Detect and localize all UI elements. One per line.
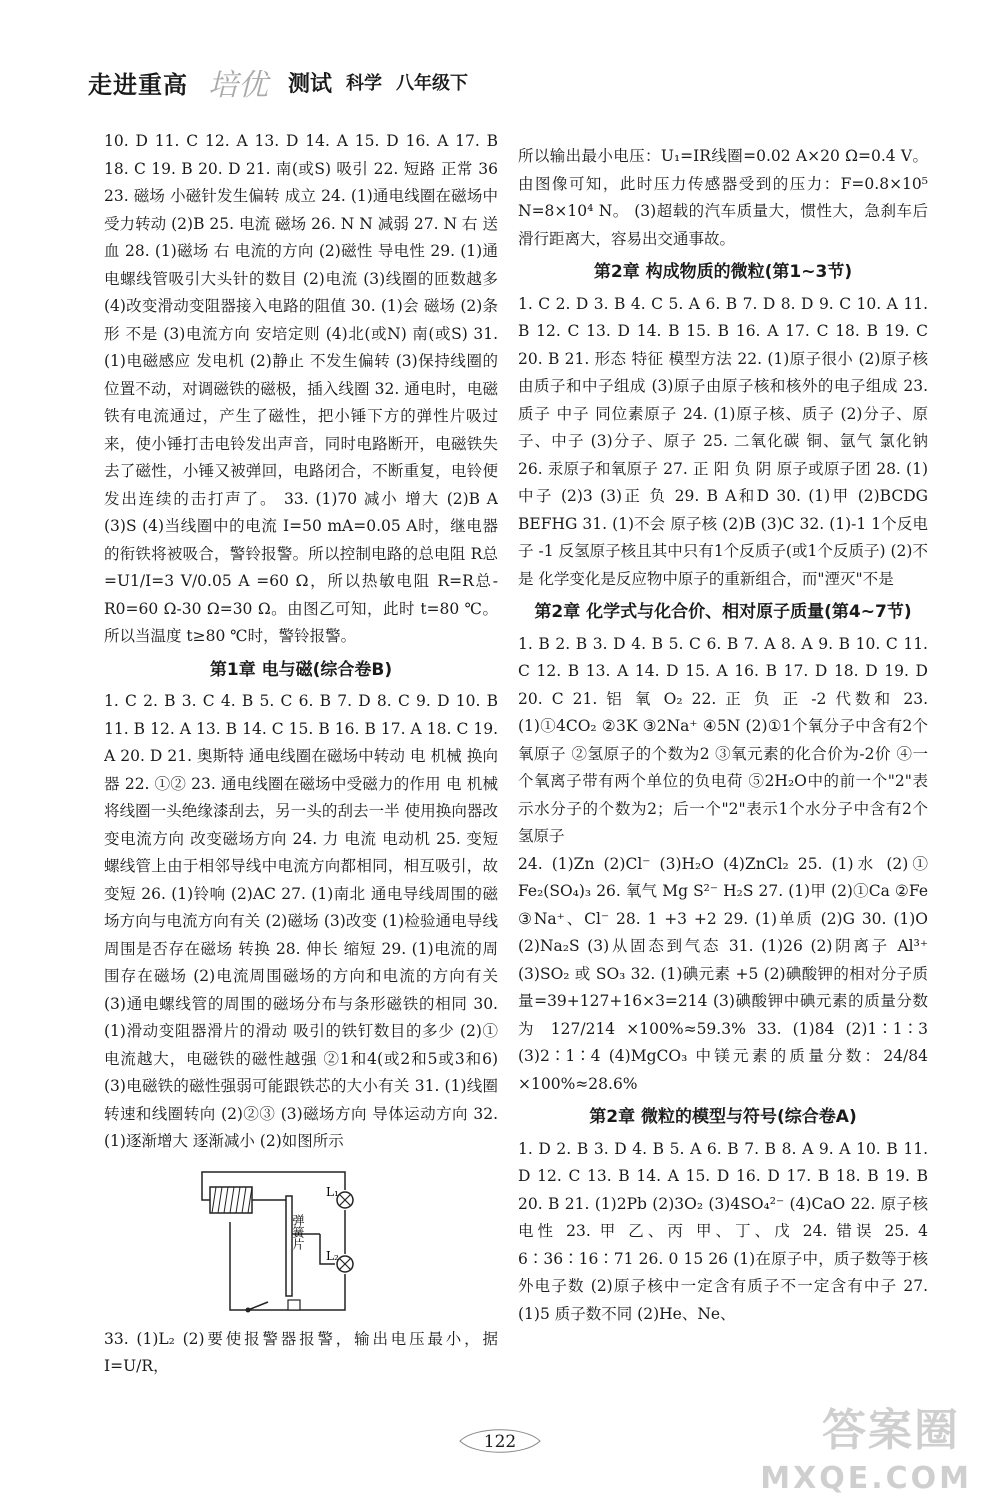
section-title-ch1-b: 第1章 电与磁(综合卷B) bbox=[209, 659, 393, 680]
brand-calligraphy: 培优 bbox=[208, 68, 268, 103]
battery bbox=[288, 1300, 300, 1310]
section-title-ch2-1-3: 第2章 构成物质的微粒(第1~3节) bbox=[593, 262, 853, 282]
section-title-ch2-4-7: 第2章 化学式与化合价、相对原子质量(第4~7节) bbox=[534, 602, 912, 622]
wire-top bbox=[202, 1172, 345, 1200]
answers-ch1-b-q33: 33. (1)L₂ (2)要使报警器报警，输出电压最小，据 I=U/R， bbox=[104, 1329, 498, 1375]
watermark-logo-text: 答案圈 bbox=[822, 1405, 960, 1456]
answers-chapter1-a-continued: 10. D 11. C 12. A 13. D 14. A 15. D 16. A 17. B 18. C 19. B 20. D 21. 南(或S) 吸引 22. 短路 正常 36 23. 磁场 小磁针发生偏转 成立 24. (1)通电线圈在磁场中受力转动 (2)B 25. 电流 磁场 26. N N 减弱 27. N 右 送血 28. (1)磁场 右 电流的方向 (2)磁性 导电性 29. (1)通电螺线管吸引大头针的数目 (2)电流 (3)线圈的匝数越多 (4)改变滑动变阻器接入电路的阻值 30. (1)会 磁场 (2)条形 不是 (3)电流方向 安培定则 (4)北(或N) 南(或S) 31. (1)电磁感应 发电机 (2)静止 不发生偏转 (3)保持线圈的位置不动，对调磁铁的磁极，插入线圈 32. 通电时，电磁铁有电流通过，产生了磁性，把小锤下方的弹性片吸过来，使小锤打击电铃发出声音，同时电路断开，电磁铁失去了磁性，小锤又被弹回，电路闭合，不断重复，电铃便发出连续的击打声了。 33. (1)70 减小 增大 (2)B A (3)S (4)当线圈中的电流 I=50 mA=0.05 A时，继电器的衔铁将被吸合，警铃报警。所以控制电路的总电阻 R总=U1/I=3 V/0.05 A =60 Ω，所以热敏电阻 R=R总-R0=60 Ω-30 Ω=30 Ω。由图乙可知，此时 t=80 ℃。所以当温度 t≥80 ℃时，警铃报警。 bbox=[104, 132, 498, 645]
section-title-ch2-a: 第2章 微粒的模型与符号(综合卷A) bbox=[589, 1107, 857, 1127]
answers-ch1-b-q33-continued: 所以输出最小电压：U₁=IR线圈=0.02 A×20 Ω=0.4 V。由图像可知，此时压力传感器受到的压力：F=0.8×10⁵ N=8×10⁴ N。 (3)超载的汽车质量大，惯性大，急刹车后滑行距离大，容易出交通事故。 bbox=[518, 147, 928, 248]
header-subject: 科学 bbox=[346, 73, 383, 94]
page-number: 122 bbox=[483, 1432, 517, 1452]
brand-title: 走进重高 bbox=[88, 70, 188, 99]
label-l1: L₁ bbox=[326, 1184, 339, 1199]
label-l2: L₂ bbox=[326, 1248, 339, 1263]
answers-ch2-4-7-b: 24. (1)Zn (2)Cl⁻ (3)H₂O (4)ZnCl₂ 25. (1)水 (2)① Fe₂(SO₄)₃ 26. 氧气 Mg S²⁻ H₂S 27. (1)甲 (2)①Ca ②Fe ③Na⁺、Cl⁻ 28. 1 +3 +2 29. (1)单质 (2)G 30. (1)O (2)Na₂S (3)从固态到气态 31. (1)26 (2)阴离子 Al³⁺ (3)SO₂ 或 SO₃ 32. (1)碘元素 +5 (2)碘酸钾的相对分子质量=39+127+16×3=214 (3)碘酸钾中碘元素的质量分数为 127/214 ×100%≈59.3% 33. (1)84 (2)1∶1∶3 (3)2∶1∶4 (4)MgCO₃ 中镁元素的质量分数：24/84 ×100%≈28.6% bbox=[518, 854, 928, 1093]
page-header bbox=[88, 62, 468, 102]
switch-lever bbox=[248, 1302, 268, 1310]
left-column bbox=[104, 128, 498, 1381]
header-test-label: 测试 bbox=[288, 71, 333, 97]
header-grade: 八年级下 bbox=[396, 73, 469, 94]
answers-ch2-a: 1. D 2. B 3. D 4. B 5. A 6. B 7. B 8. A 9. A 10. B 11. D 12. C 13. B 14. A 15. D 16. D 17. B 18. B 19. B 20. B 21. (1)2Pb (2)3O₂ (3)4SO₄²⁻ (4)CaO 22. 原子核 电性 23. 甲 乙、丙 甲、丁、戊 24. 错误 25. 4 6∶36∶16∶71 26. 0 15 26 (1)在原子中，质子数等于核外电子数 (2)原子核中一定含有质子不一定含有中子 27. (1)5 质子数不同 (2)He、Ne、 bbox=[518, 1139, 928, 1323]
answers-ch2-4-7-a: 1. B 2. B 3. D 4. B 5. C 6. B 7. A 8. A 9. B 10. C 11. C 12. B 13. A 14. D 15. A 16. B 17. D 18. D 19. D 20. C 21. 铝 氧 O₂ 22. 正 负 正 -2 代数和 23. (1)①4CO₂ ②3K ③2Na⁺ ④5N (2)①1个氧分子中含有2个氧原子 ②氢原子的个数为2 ③氧元素的化合价为-2价 ④一个氧离子带有两个单位的负电荷 ⑤2H₂O中的前一个"2"表示水分子的个数为2；后一个"2"表示1个水分子中含有2个氢原子 bbox=[518, 634, 928, 845]
right-column bbox=[518, 143, 928, 1328]
circuit-diagram bbox=[200, 1162, 400, 1322]
answers-chapter1-b: 1. C 2. B 3. C 4. B 5. C 6. B 7. D 8. C 9. D 10. B 11. B 12. A 13. B 14. C 15. B 16. B 17. A 18. C 19. A 20. D 21. 奥斯特 通电线圈在磁场中转动 电 机械 换向器 22. ①② 23. 通电线圈在磁场中受磁力的作用 电 机械 将线圈一头绝缘漆刮去，另一头的刮去一半 使用换向器改变电流方向 改变磁场方向 24. 力 电流 电动机 25. 变短 螺线管上由于相邻导线中电流方向都相同，相互吸引，故变短 26. (1)铃响 (2)AC 27. (1)南北 通电导线周围的磁场方向与电流方向有关 (2)磁场 (3)改变 (1)检验通电导线周围是否存在磁场 转换 28. 伸长 缩短 29. (1)电流的周围存在磁场 (2)电流周围磁场的方向和电流的方向有关 (3)通电螺线管的周围的磁场分布与条形磁铁的相同 30. (1)滑动变阻器滑片的滑动 吸引的铁钉数目的多少 (2)①电流越大，电磁铁的磁性越强 ②1和4(或2和5或3和6) (3)电磁铁的磁性强弱可能跟铁芯的大小有关 31. (1)线圈转速和线圈转向 (2)②③ (3)磁场方向 导体运动方向 32. (1)逐渐增大 逐渐减小 (2)如图所示 bbox=[104, 692, 498, 1150]
label-spring: 弹簧片 bbox=[291, 1213, 305, 1250]
watermark-url: MXQE.COM bbox=[760, 1461, 972, 1496]
answers-ch2-1-3: 1. C 2. D 3. B 4. C 5. A 6. B 7. D 8. D 9. C 10. A 11. B 12. C 13. D 14. B 15. B 16. A 17. C 18. B 19. C 20. B 21. 形态 特征 模型方法 22. (1)原子很小 (2)原子核由质子和中子组成 (3)原子由原子核和核外的电子组成 23. 质子 中子 同位素原子 24. (1)原子核、质子 (2)分子、原子、中子 (3)分子、原子 25. 二氧化碳 铜、氩气 氯化钠 26. 汞原子和氧原子 27. 正 阳 负 阴 原子或原子团 28. (1)中子 (2)3 (3)正 负 29. B A和D 30. (1)甲 (2)BCDG BEFHG 31. (1)不会 原子核 (2)B (3)C 32. (1)-1 1个反电子 -1 反氢原子核且其中只有1个反质子(或1个反质子) (2)不是 化学变化是反应物中原子的重新组合，而"湮灭"不是 bbox=[518, 294, 928, 588]
